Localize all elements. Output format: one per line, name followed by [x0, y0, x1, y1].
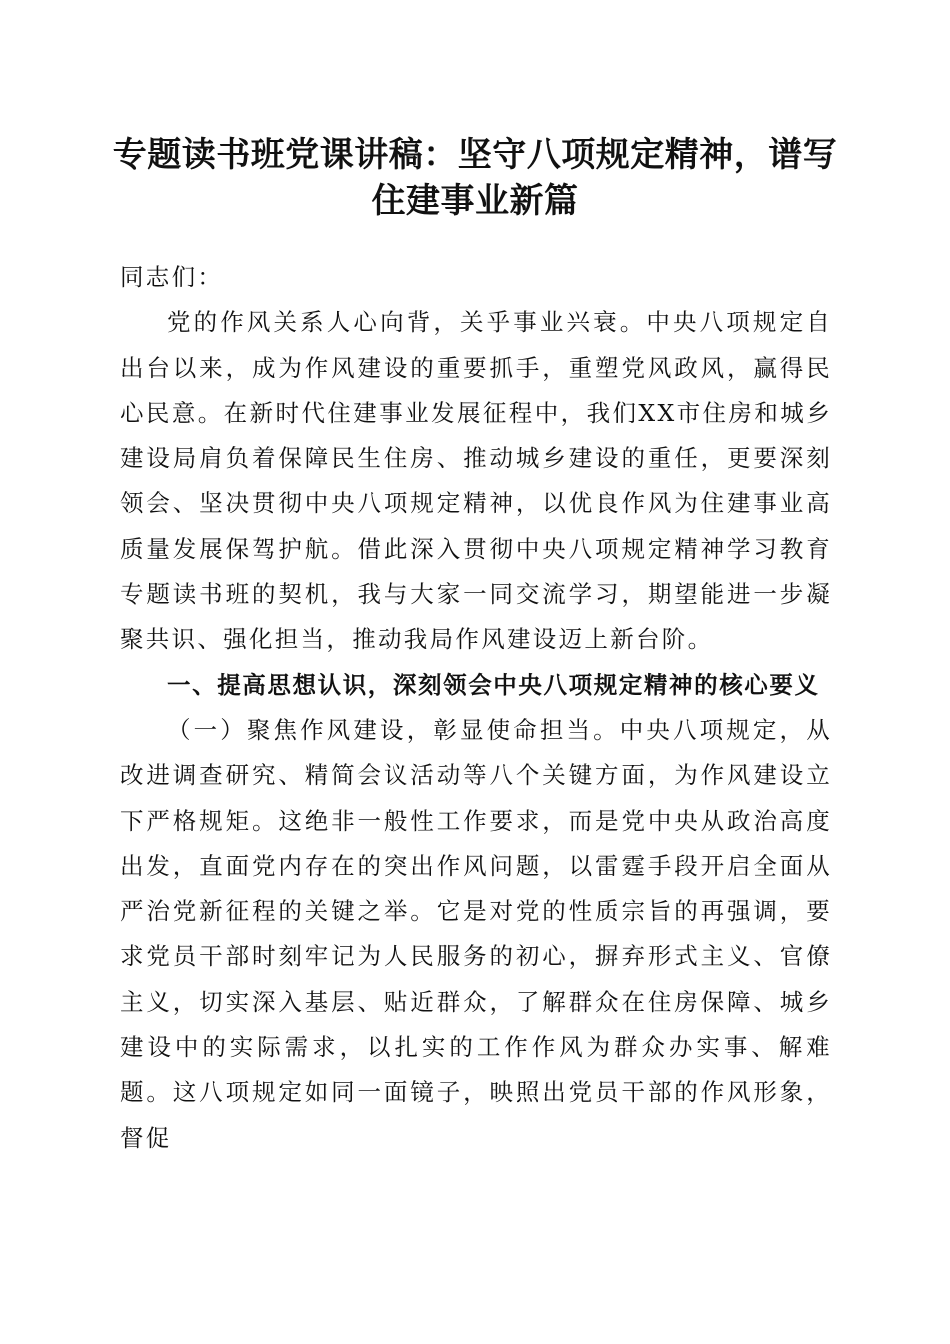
subsection-text: 中央八项规定，从改进调查研究、精简会议活动等八个关键方面，为作风建设立下严格规矩。这绝非一般性工作要求，而是党中央从政治高度出发，直面党内存在的突出作风问题，以雷霆手段开启全面从严治党新征程的关键之举。它是对党的性质宗旨的再强调，要求党员干部时刻牢记为人民服务的初心，摒弃形式主义、官僚主义，切实深入基层、贴近群众，了解群众在住房保障、城乡建设中的实际需求，以扎实的工作作风为群众办实事、解难题。这八项规定如同一面镜子，映照出党员干部的作风形象，督促	[120, 715, 832, 1152]
salutation: 同志们：	[120, 263, 224, 291]
intro-paragraph: 党的作风关系人心向背，关乎事业兴衰。中央八项规定自出台以来，成为作风建设的重要抓手，重塑党风政风，赢得民心民意。在新时代住建事业发展征程中，我们XX市住房和城乡建设局肩负着保障民生住房、推动城乡建设的重任，更要深刻领会、坚决贯彻中央八项规定精神，以优良作风为住建事业高质量发展保驾护航。借此深入贯彻中央八项规定精神学习教育专题读书班的契机，我与大家一同交流学习，期望能进一步凝聚共识、强化担当，推动我局作风建设迈上新台阶。	[120, 308, 832, 654]
document-title: 专题读书班党课讲稿：坚守八项规定精神，谱写住建事业新篇	[112, 135, 838, 221]
document-body	[120, 255, 832, 1161]
section-heading: 一、提高思想认识，深刻领会中央八项规定精神的核心要义	[167, 670, 820, 699]
subsection-paragraph	[120, 708, 832, 1161]
subsection-title: （一）聚焦作风建设，彰显使命担当。	[167, 715, 620, 744]
